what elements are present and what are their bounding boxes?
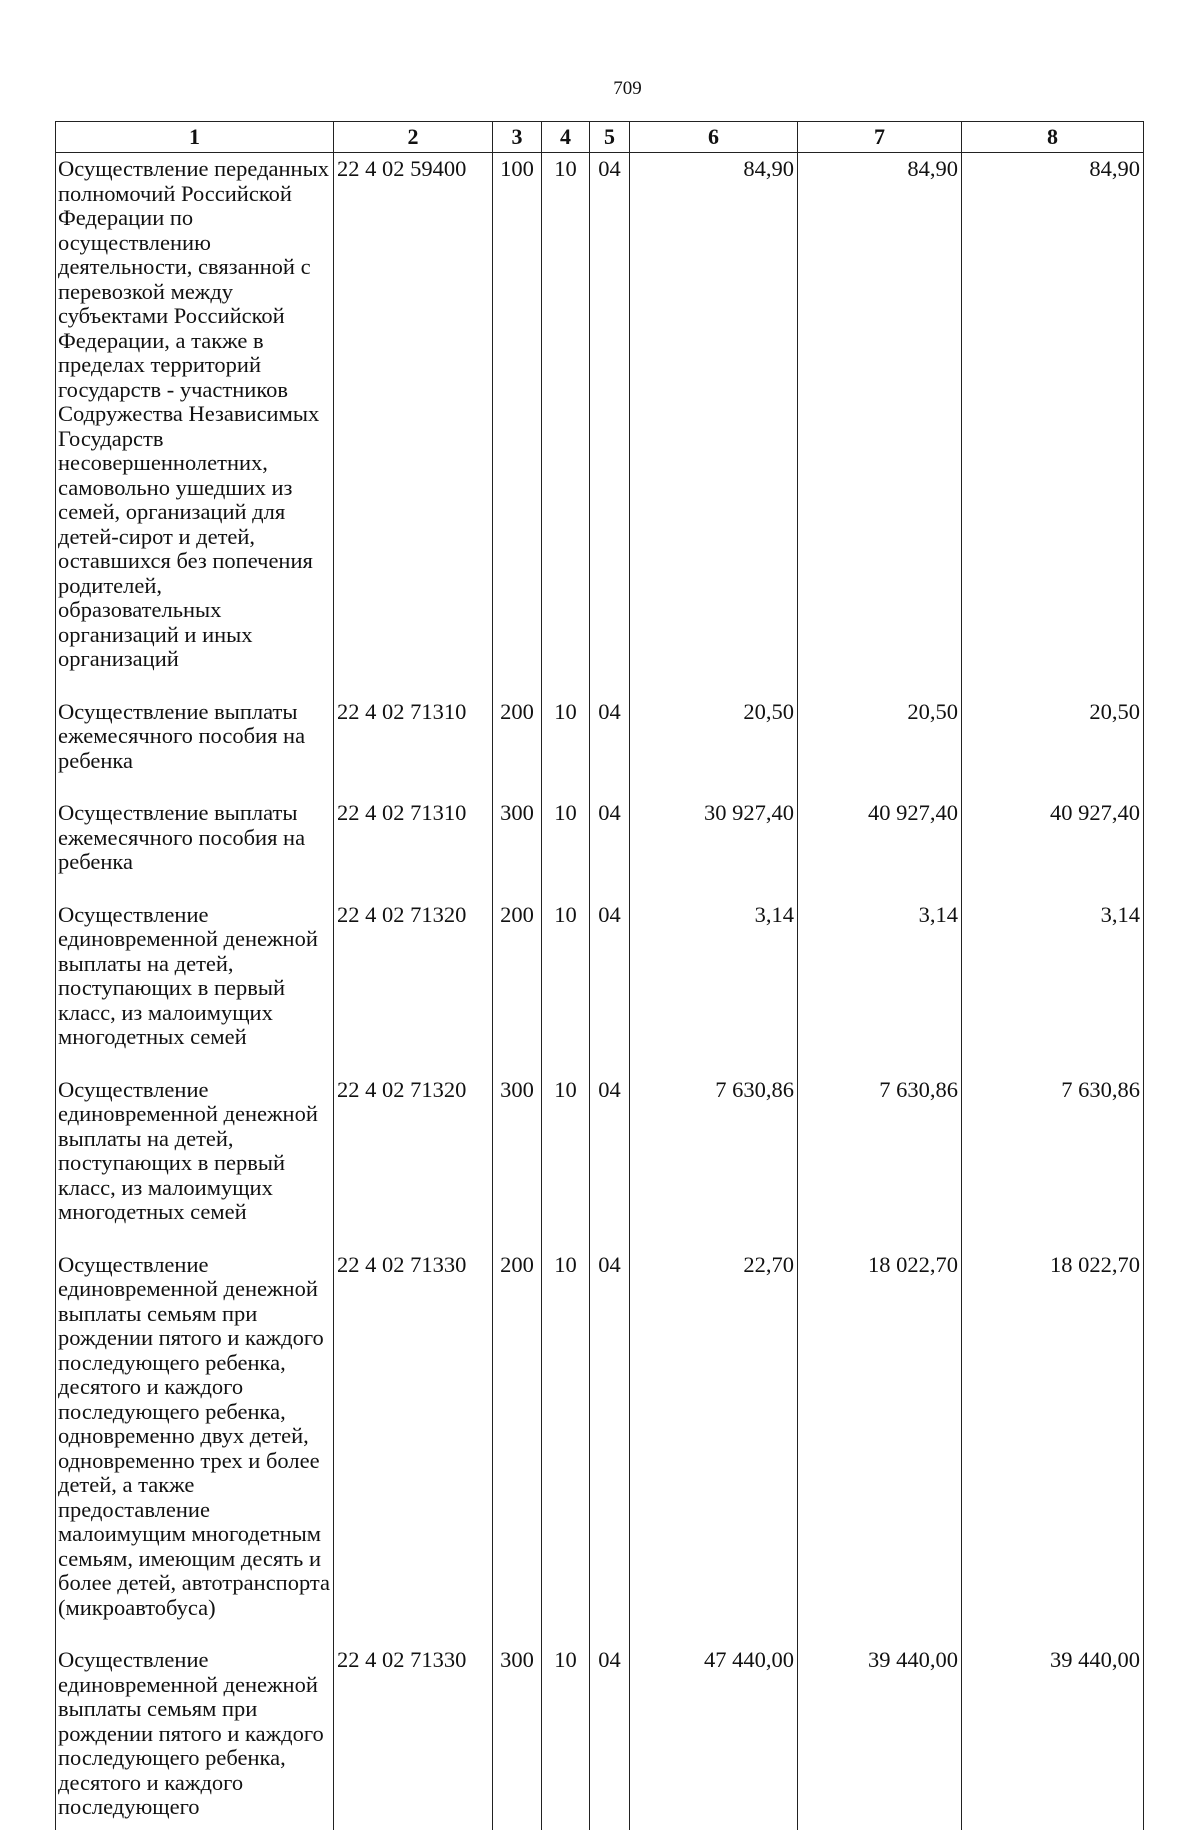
row-col-6: 47 440,00 — [630, 1644, 798, 1830]
header-col-6: 6 — [630, 122, 798, 153]
row-col-5: 04 — [590, 1644, 630, 1830]
row-name: Осуществление единовременной денежной выплаты семьям при рождении пятого и каждого последующего ребенка, десятого и каждого последующего ребенка, одновременно двух детей, одновременно трех и более детей, а также предоставление малоимущим многодетным семьям, имеющим десять и более детей, автотранспорта (микроавтобуса) — [56, 1249, 334, 1645]
row-col-3: 200 — [493, 1249, 542, 1645]
row-col-8: 3,14 — [962, 899, 1144, 1074]
row-code: 22 4 02 71310 — [334, 696, 493, 798]
row-col-5: 04 — [590, 1249, 630, 1645]
row-col-5: 04 — [590, 153, 630, 696]
budget-table — [55, 121, 1144, 1830]
row-col-6: 30 927,40 — [630, 797, 798, 899]
header-col-2: 2 — [334, 122, 493, 153]
table-row — [56, 1074, 1144, 1249]
table-row — [56, 696, 1144, 798]
row-code: 22 4 02 71320 — [334, 899, 493, 1074]
row-col-7: 18 022,70 — [798, 1249, 962, 1645]
row-col-4: 10 — [542, 899, 590, 1074]
row-name: Осуществление единовременной денежной выплаты на детей, поступающих в первый класс, из малоимущих многодетных семей — [56, 1074, 334, 1249]
row-col-4: 10 — [542, 1249, 590, 1645]
row-name: Осуществление переданных полномочий Российской Федерации по осуществлению деятельности, связанной с перевозкой между субъектами Российской Федерации, а также в пределах территорий государств - участников Содружества Независимых Государств несовершеннолетних, самовольно ушедших из семей, организаций для детей-сирот и детей, оставшихся без попечения родителей, образовательных организаций и иных организаций — [56, 153, 334, 696]
row-col-3: 200 — [493, 696, 542, 798]
row-col-5: 04 — [590, 696, 630, 798]
header-col-3: 3 — [493, 122, 542, 153]
row-col-6: 7 630,86 — [630, 1074, 798, 1249]
row-col-8: 84,90 — [962, 153, 1144, 696]
row-code: 22 4 02 71310 — [334, 797, 493, 899]
row-col-7: 7 630,86 — [798, 1074, 962, 1249]
row-col-4: 10 — [542, 696, 590, 798]
header-row — [56, 122, 1144, 153]
row-code: 22 4 02 71320 — [334, 1074, 493, 1249]
row-col-7: 40 927,40 — [798, 797, 962, 899]
header-col-7: 7 — [798, 122, 962, 153]
row-name: Осуществление единовременной денежной выплаты на детей, поступающих в первый класс, из малоимущих многодетных семей — [56, 899, 334, 1074]
row-col-6: 22,70 — [630, 1249, 798, 1645]
row-col-5: 04 — [590, 797, 630, 899]
table-row — [56, 899, 1144, 1074]
row-name: Осуществление единовременной денежной выплаты семьям при рождении пятого и каждого последующего ребенка, десятого и каждого последующего — [56, 1644, 334, 1830]
row-code: 22 4 02 71330 — [334, 1249, 493, 1645]
header-col-4: 4 — [542, 122, 590, 153]
row-col-7: 84,90 — [798, 153, 962, 696]
row-col-8: 20,50 — [962, 696, 1144, 798]
row-col-8: 40 927,40 — [962, 797, 1144, 899]
row-col-3: 200 — [493, 899, 542, 1074]
row-col-6: 3,14 — [630, 899, 798, 1074]
row-code: 22 4 02 71330 — [334, 1644, 493, 1830]
row-col-3: 100 — [493, 153, 542, 696]
row-col-4: 10 — [542, 797, 590, 899]
row-col-8: 39 440,00 — [962, 1644, 1144, 1830]
row-name: Осуществление выплаты ежемесячного пособия на ребенка — [56, 797, 334, 899]
header-col-1: 1 — [56, 122, 334, 153]
row-name: Осуществление выплаты ежемесячного пособия на ребенка — [56, 696, 334, 798]
row-col-4: 10 — [542, 153, 590, 696]
header-col-8: 8 — [962, 122, 1144, 153]
header-col-5: 5 — [590, 122, 630, 153]
row-col-8: 18 022,70 — [962, 1249, 1144, 1645]
row-code: 22 4 02 59400 — [334, 153, 493, 696]
table-row — [56, 1249, 1144, 1645]
row-col-3: 300 — [493, 1644, 542, 1830]
row-col-6: 84,90 — [630, 153, 798, 696]
row-col-3: 300 — [493, 797, 542, 899]
row-col-7: 39 440,00 — [798, 1644, 962, 1830]
table-row — [56, 797, 1144, 899]
row-col-6: 20,50 — [630, 696, 798, 798]
table-row — [56, 153, 1144, 696]
row-col-4: 10 — [542, 1074, 590, 1249]
table-row — [56, 1644, 1144, 1830]
row-col-7: 20,50 — [798, 696, 962, 798]
row-col-5: 04 — [590, 1074, 630, 1249]
row-col-7: 3,14 — [798, 899, 962, 1074]
row-col-3: 300 — [493, 1074, 542, 1249]
row-col-5: 04 — [590, 899, 630, 1074]
page-number: 709 — [613, 78, 642, 99]
row-col-8: 7 630,86 — [962, 1074, 1144, 1249]
row-col-4: 10 — [542, 1644, 590, 1830]
